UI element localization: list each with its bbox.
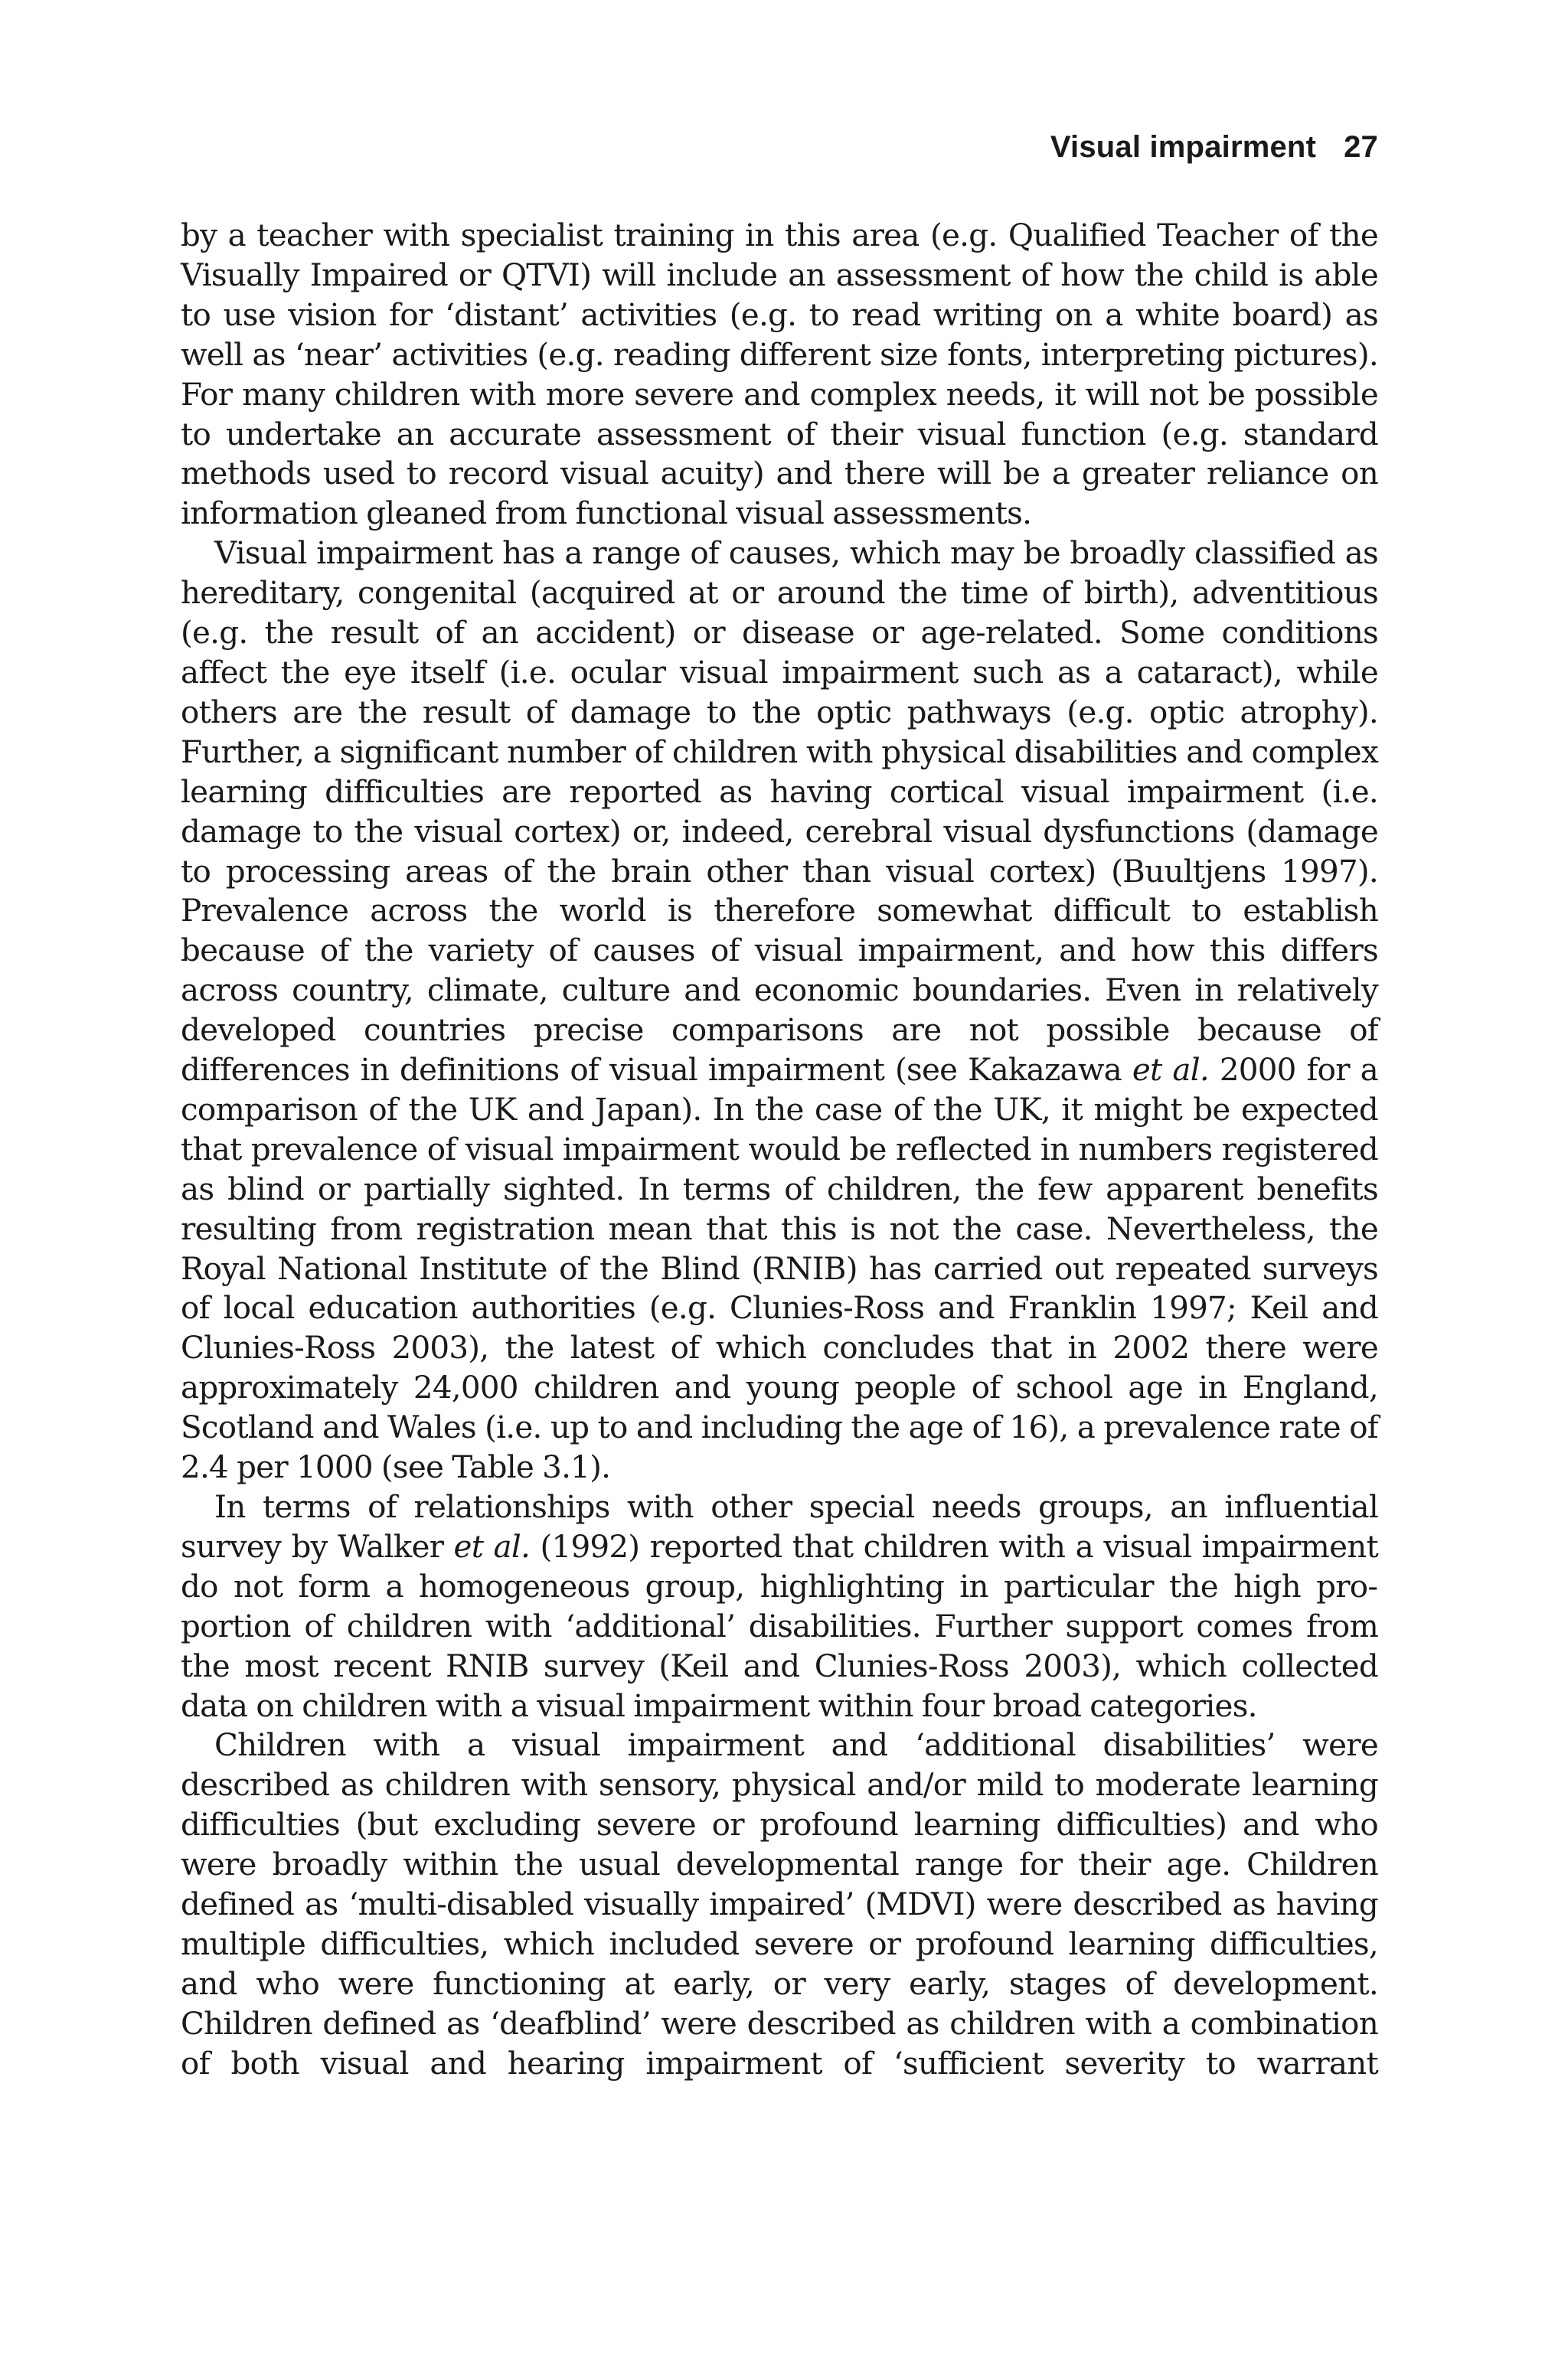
paragraph-2 bbox=[181, 534, 1378, 1487]
paragraph-2-text-a: Visual impairment has a range of causes, which may be broadly classified as hereditary, congenital (acquired at or around the time of birth), adventitious (e.g. the result of an accident) or disease or age-related. Some conditions affect the eye itself (i.e. ocular visual impairment such as a cataract), while others are the result of damage to the optic pathways (e.g. optic atrophy). Further, a significant number of children with physical disabilities and complex learning difficulties are reported as having cortical visual impairment (i.e. damage to the visual cortex) or, indeed, cerebral visual dysfunctions (damage to processing areas of the brain other than visual cortex) (Buultjens 1997). Prevalence across the world is therefore somewhat difficult to establish because of the variety of causes of visual impairment, and how this differs across country, climate, culture and economic boundaries. Even in relatively developed countries precise comparisons are not possible because of differences in definitions of visual impairment (see Kakazawa bbox=[181, 534, 1378, 1089]
paragraph-4-text: Children with a visual impairment and ‘additional disabilities’ were described as children with sensory, physical and/or mild to moderate learning difficulties (but excluding severe or profound learning difficulties) and who were broadly within the usual developmental range for their age. Children defined as ‘multi-disabled visually impaired’ (MDVI) were described as having multiple difficulties, which included severe or profound learning difficulties, and who were functioning at early, or very early, stages of development. Children defined as ‘deafblind’ were described as children with a combination of both visual and hearing impairment of ‘sufficient severity to warrant bbox=[181, 1726, 1378, 2082]
paragraph-1-text: by a teacher with specialist training in this area (e.g. Qualified Teacher of the Visually Impaired or QTVI) will include an assessment of how the child is able to use vision for ‘distant’ activities (e.g. to read writing on a white board) as well as ‘near’ activities (e.g. reading different size fonts, interpreting pictures). For many children with more severe and complex needs, it will not be possible to undertake an accurate assessment of their visual function (e.g. standard methods used to record visual acuity) and there will be a greater reliance on information gleaned from functional visual assessments. bbox=[181, 217, 1378, 532]
paragraph-3-et-al: et al. bbox=[453, 1527, 531, 1565]
paragraph-1 bbox=[181, 216, 1378, 534]
running-head bbox=[181, 129, 1378, 165]
paragraph-3-text-b: (1992) reported that children with a visual impairment do not form a homogeneous group, highlighting in particular the high proportion of children with ‘additional’ disabilities. Further support comes from the most recent RNIB survey (Keil and Clunies-Ross 2003), which collected data on children with a visual impairment within four broad categories. bbox=[181, 1527, 1379, 1724]
page-number: 27 bbox=[1344, 130, 1378, 164]
body-text bbox=[181, 216, 1378, 2084]
paragraph-4 bbox=[181, 1726, 1378, 2083]
paragraph-2-et-al: et al. bbox=[1132, 1051, 1209, 1089]
paragraph-3 bbox=[181, 1487, 1378, 1726]
paragraph-2-text-b: 2000 for a comparison of the UK and Japan). In the case of the UK, it might be expected that prevalence of visual impairment would be reflected in numbers registered as blind or partially sighted. In terms of children, the few apparent benefits resulting from registration mean that this is not the case. Nevertheless, the Royal National Institute of the Blind (RNIB) has carried out repeated surveys of local education authorities (e.g. Clunies-Ross and Franklin 1997; Keil and Clunies-Ross 2003), the latest of which concludes that in 2002 there were approximately 24,000 children and young people of school age in England, Scotland and Wales (i.e. up to and including the age of 16), a prevalence rate of 2.4 per 1000 (see Table 3.1). bbox=[181, 1051, 1378, 1486]
paragraph-3-text-a: In terms of relationships with other special needs groups, an influential survey by Walker bbox=[181, 1488, 1378, 1565]
running-head-title: Visual impairment bbox=[1050, 130, 1317, 164]
